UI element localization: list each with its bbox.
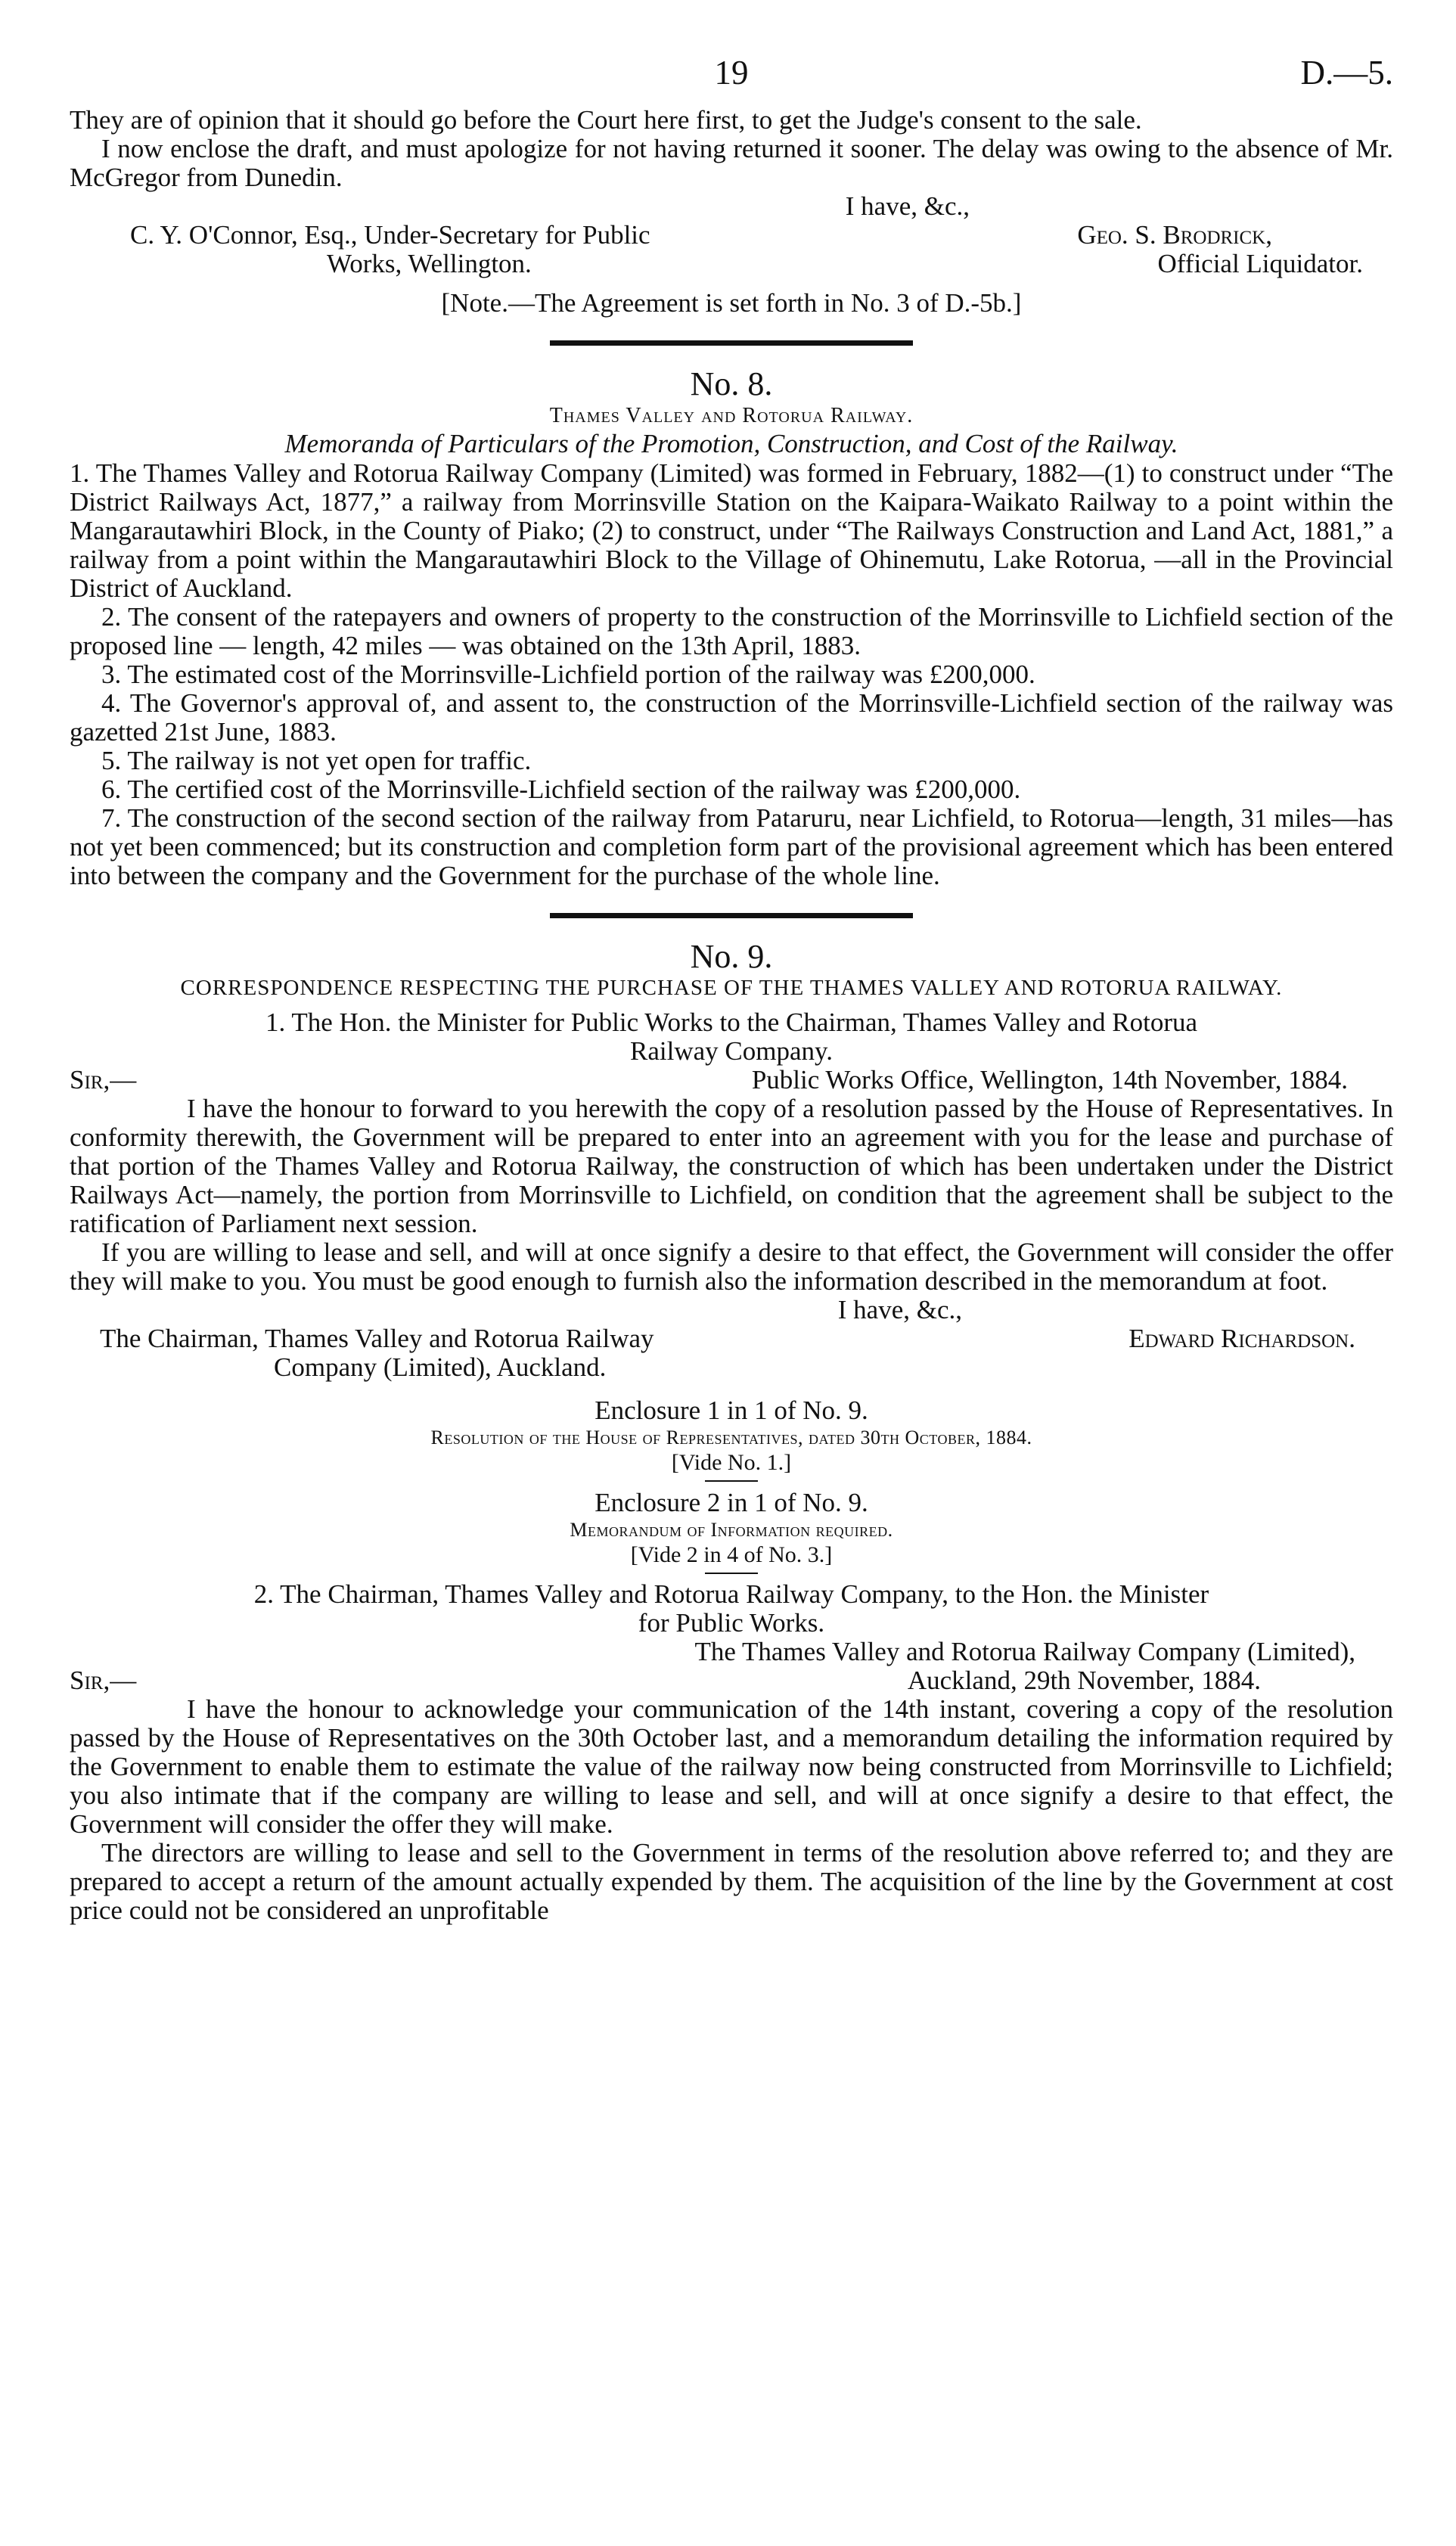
letter1-salutation-row (70, 1066, 1393, 1094)
letter2-sender-row-1 (70, 1638, 1393, 1666)
no9-subtitle: CORRESPONDENCE RESPECTING THE PURCHASE OF THE THAMES VALLEY AND ROTORUA RAILWAY. (180, 976, 1283, 1000)
intro-paragraph-1: They are of opinion that it should go before the Court here first, to get the Judge's consent to the sale. (70, 105, 1142, 135)
section-divider (550, 340, 913, 346)
enclosure1-subtitle: Resolution of the House of Representatives, dated 30th October, 1884. (430, 1427, 1032, 1448)
no8-item-2: 2. The consent of the ratepayers and owners of property to the construction of the Morrinsville to Lichfield section of the proposed line — length, 42 miles — was obtained on the 13th April, 1883. (70, 602, 1393, 660)
enclosure2-vide: [Vide 2 in 4 of No. 3.] (630, 1542, 833, 1567)
letter2-heading-line-1: 2. The Chairman, Thames Valley and Rotorua Railway Company, to the Hon. the Minister (253, 1579, 1209, 1609)
letter1-closing: I have, &c., (837, 1295, 962, 1324)
letter2-paragraph-2: The directors are willing to lease and sell to the Government in terms of the resolution above referred to; and they are prepared to accept a return of the amount actually expended by them. The acquisition of the line by the Government at cost price could not be considered an unprofitable (70, 1838, 1393, 1925)
enclosure-divider (705, 1573, 758, 1574)
page-number: 19 (714, 54, 749, 92)
enclosure2-subtitle: Memorandum of Information required. (570, 1519, 893, 1541)
intro-signoff-row-2 (70, 250, 1393, 278)
letter1-closing-row (70, 1296, 1393, 1324)
letter1-heading-line-2: Railway Company. (630, 1036, 833, 1066)
intro-addressee-line-2: Works, Wellington. (327, 249, 532, 278)
intro-signoff-row-1 (70, 221, 1393, 250)
no8-item-5: 5. The railway is not yet open for traffic. (101, 746, 532, 775)
letter2-salutation: Sir,— (70, 1666, 137, 1695)
intro-addressee-line-1: C. Y. O'Connor, Esq., Under-Secretary for Public (130, 220, 650, 250)
no8-title: No. 8. (690, 365, 773, 402)
no8-item-4: 4. The Governor's approval of, and assent to, the construction of the Morrinsville-Lichfield section of the railway was gazetted 21st June, 1883. (70, 688, 1393, 747)
enclosure1-title: Enclosure 1 in 1 of No. 9. (595, 1396, 868, 1425)
intro-signatory-name: Geo. S. Brodrick, (1077, 220, 1272, 250)
letter1-paragraph-1: I have the honour to forward to you herewith the copy of a resolution passed by the House of Representatives. In conformity therewith, the Government will be prepared to enter into an agreement with you for the lease and purchase of that portion of the Thames Valley and Rotorua Railway, the construction of which has been undertaken under the District Railways Act—namely, the portion from Morrinsville to Lichfield, on condition that the agreement shall be subject to the ratification of Parliament next session. (70, 1094, 1393, 1238)
letter1-heading-line-1: 1. The Hon. the Minister for Public Works to the Chairman, Thames Valley and Rotorua (265, 1008, 1198, 1037)
no9-title: No. 9. (690, 938, 773, 975)
intro-closing: I have, &c., (845, 191, 970, 221)
enclosure-divider (705, 1480, 758, 1482)
letter2-sender-line-2: Auckland, 29th November, 1884. (907, 1666, 1261, 1695)
enclosure2-title: Enclosure 2 in 1 of No. 9. (595, 1488, 868, 1517)
no8-item-3: 3. The estimated cost of the Morrinsville-Lichfield portion of the railway was £200,000. (101, 660, 1035, 689)
section-divider (550, 913, 913, 918)
enclosure1-vide: [Vide No. 1.] (671, 1450, 792, 1475)
letter1-addressee-line-2: Company (Limited), Auckland. (274, 1352, 607, 1382)
letter1-signoff-row-2 (70, 1353, 1393, 1382)
no8-item-1: 1. The Thames Valley and Rotorua Railway Company (Limited) was formed in February, 1882—(1) to construct under “The District Railways Act, 1877,” a railway from Morrinsville Station on the Kaipara-Waikato Railway to a point within the Mangarautawhiri Block, in the County of Piako; (2) to construct, under “The Railways Construction and Land Act, 1881,” a railway from a point within the Mangarautawhiri Block to the Village of Ohinemutu, Lake Rotorua, —all in the Provincial District of Auckland. (70, 458, 1393, 603)
no8-item-6: 6. The certified cost of the Morrinsville-Lichfield section of the railway was £200,000. (101, 775, 1021, 804)
letter1-signatory: Edward Richardson. (1128, 1324, 1355, 1353)
letter1-salutation: Sir,— (70, 1065, 137, 1094)
intro-paragraph-2: I now enclose the draft, and must apologize for not having returned it sooner. The delay was owing to the absence of Mr. McGregor from Dunedin. (70, 134, 1393, 192)
letter2-sender-line-1: The Thames Valley and Rotorua Railway Company (Limited), (694, 1637, 1355, 1666)
intro-signatory-title: Official Liquidator. (1157, 249, 1363, 278)
letter1-addressee-line-1: The Chairman, Thames Valley and Rotorua Railway (100, 1324, 654, 1353)
letter1-paragraph-2: If you are willing to lease and sell, and will at once signify a desire to that effect, the Government will consider the offer they will make to you. You must be good enough to furnish also the information described in the memorandum at foot. (70, 1237, 1393, 1296)
no8-heading: Memoranda of Particulars of the Promotion, Construction, and Cost of the Railway. (284, 429, 1178, 458)
letter1-place-date: Public Works Office, Wellington, 14th November, 1884. (751, 1065, 1348, 1094)
letter1-signoff-row-1 (70, 1324, 1393, 1353)
no8-item-7: 7. The construction of the second section of the railway from Pataruru, near Lichfield, to Rotorua—length, 31 miles—has not yet been commenced; but its construction and completion form part of the provisional agreement which has been entered into between the company and the Government for the purchase of the whole line. (70, 803, 1393, 890)
letter2-paragraph-1: I have the honour to acknowledge your communication of the 14th instant, covering a copy of the resolution passed by the House of Representatives on the 30th October last, and a memorandum detailing the information required by the Government to enable them to estimate the value of the railway now being constructed from Morrinsville to Lichfield; you also intimate that if the company are willing to lease and sell, and will at once signify a desire to that effect, the Government will consider the offer they will make. (70, 1694, 1393, 1839)
document-page (70, 53, 1393, 1925)
letter2-salutation-row (70, 1666, 1393, 1695)
agreement-note: [Note.—The Agreement is set forth in No. 3 of D.-5b.] (441, 288, 1022, 318)
letter2-heading-line-2: for Public Works. (638, 1608, 825, 1638)
intro-closing-row (70, 192, 1393, 221)
page-header (70, 53, 1393, 106)
no8-subtitle: Thames Valley and Rotorua Railway. (549, 404, 914, 427)
document-code: D.—5. (1300, 54, 1393, 92)
